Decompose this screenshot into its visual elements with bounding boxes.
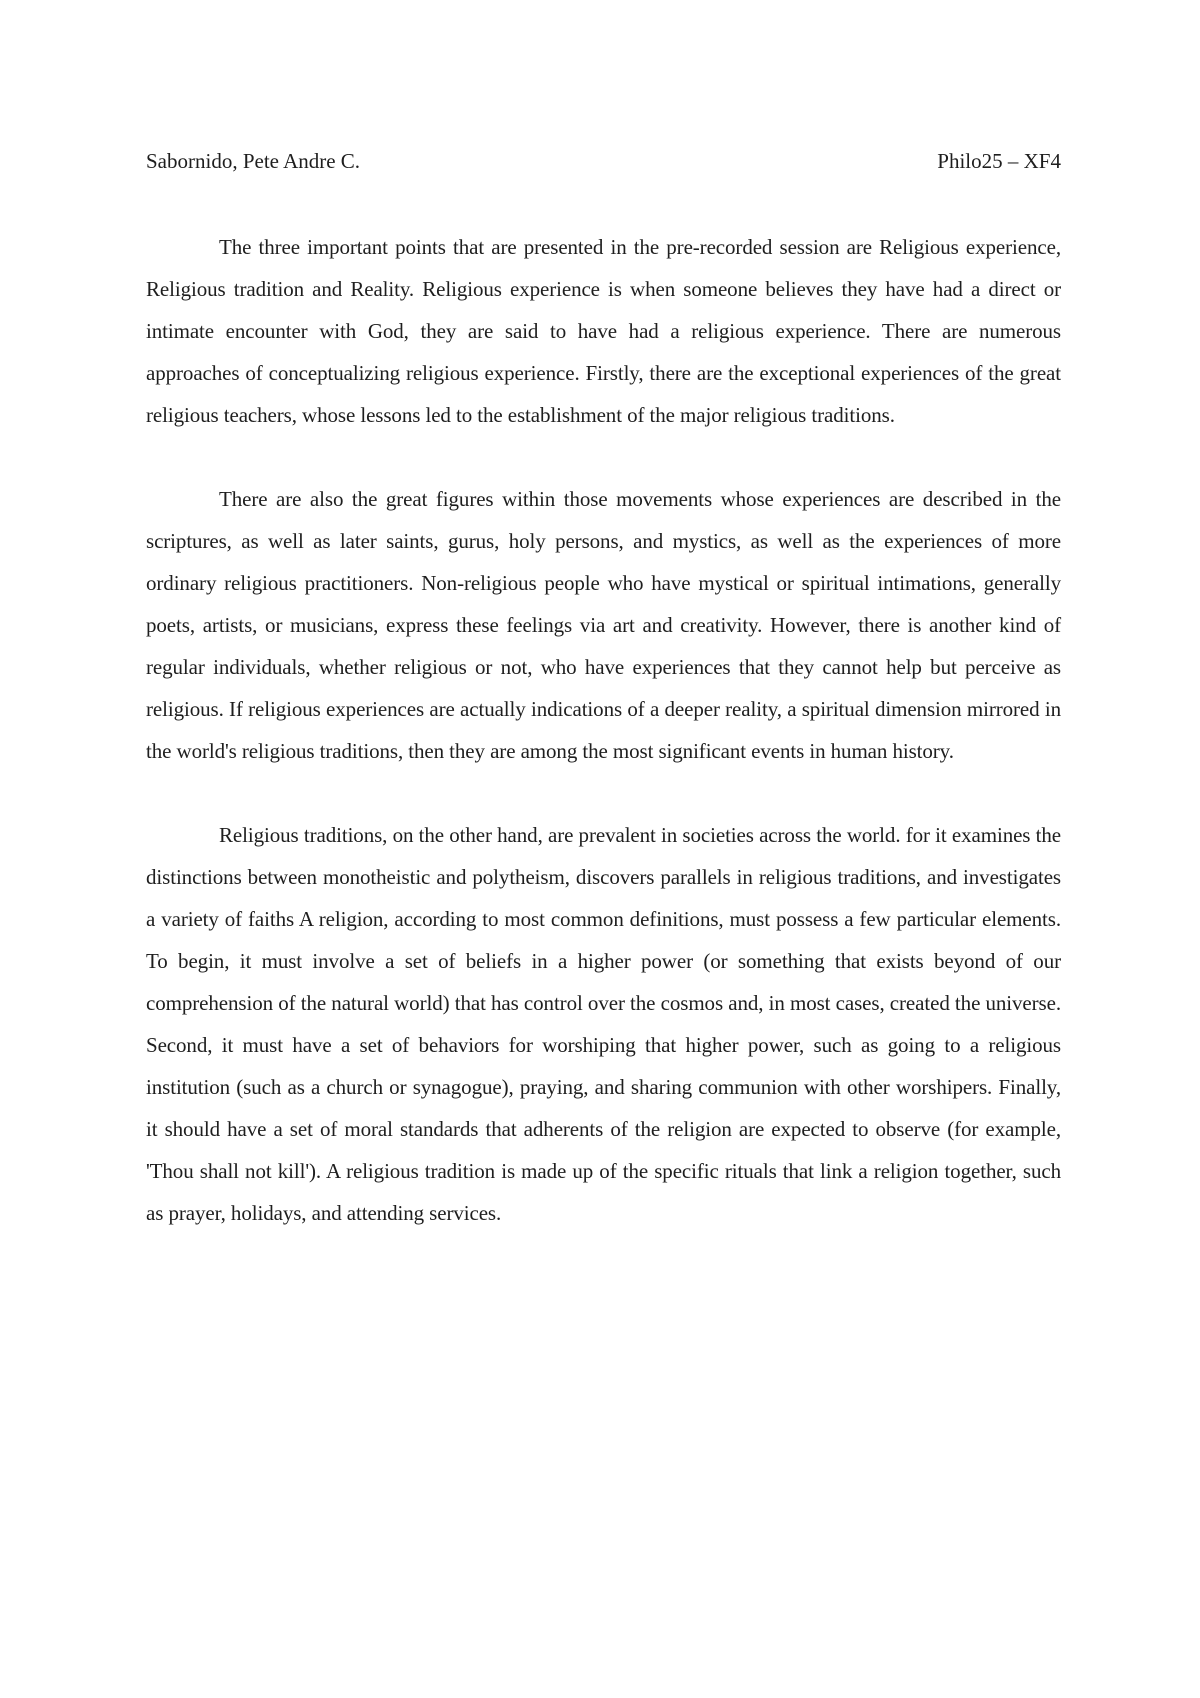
paragraph-great-figures: There are also the great figures within those movements whose experiences are described in the scriptures, as well as later saints, gurus, holy persons, and mystics, as well as the experiences of more ordinary religious practitioners. Non-religious people who have mystical or spiritual intimations, generally poets, artists, or musicians, express these feelings via art and creativity. However, there is another kind of regular individuals, whether religious or not, who have experiences that they cannot help but perceive as religious. If religious experiences are actually indications of a deeper reality, a spiritual dimension mirrored in the world's religious traditions, then they are among the most significant events in human history. bbox=[146, 487, 1061, 763]
paragraph-religious-experience: The three important points that are presented in the pre-recorded session are Religious experience, Religious tradition and Reality. Religious experience is when someone believes they have had a direct or intimate encounter with God, they are said to have had a religious experience. There are numerous approaches of conceptualizing religious experience. Firstly, there are the exceptional experiences of the great religious teachers, whose lessons led to the establishment of the major religious traditions. bbox=[146, 235, 1061, 427]
course-code: Philo25 – XF4 bbox=[937, 149, 1061, 173]
document-header bbox=[146, 146, 1061, 176]
paragraph-religious-traditions: Religious traditions, on the other hand, are prevalent in societies across the world. for it examines the distinctions between monotheistic and polytheism, discovers parallels in religious traditions, and investigates a variety of faiths A religion, according to most common definitions, must possess a few particular elements. To begin, it must involve a set of beliefs in a higher power (or something that exists beyond of our comprehension of the natural world) that has control over the cosmos and, in most cases, created the universe. Second, it must have a set of behaviors for worshiping that higher power, such as going to a religious institution (such as a church or synagogue), praying, and sharing communion with other worshipers. Finally, it should have a set of moral standards that adherents of the religion are expected to observe (for example, 'Thou shall not kill'). A religious tradition is made up of the specific rituals that link a religion together, such as prayer, holidays, and attending services. bbox=[146, 823, 1061, 1225]
document-body bbox=[146, 146, 1061, 1234]
author-name: Sabornido, Pete Andre C. bbox=[146, 149, 361, 173]
